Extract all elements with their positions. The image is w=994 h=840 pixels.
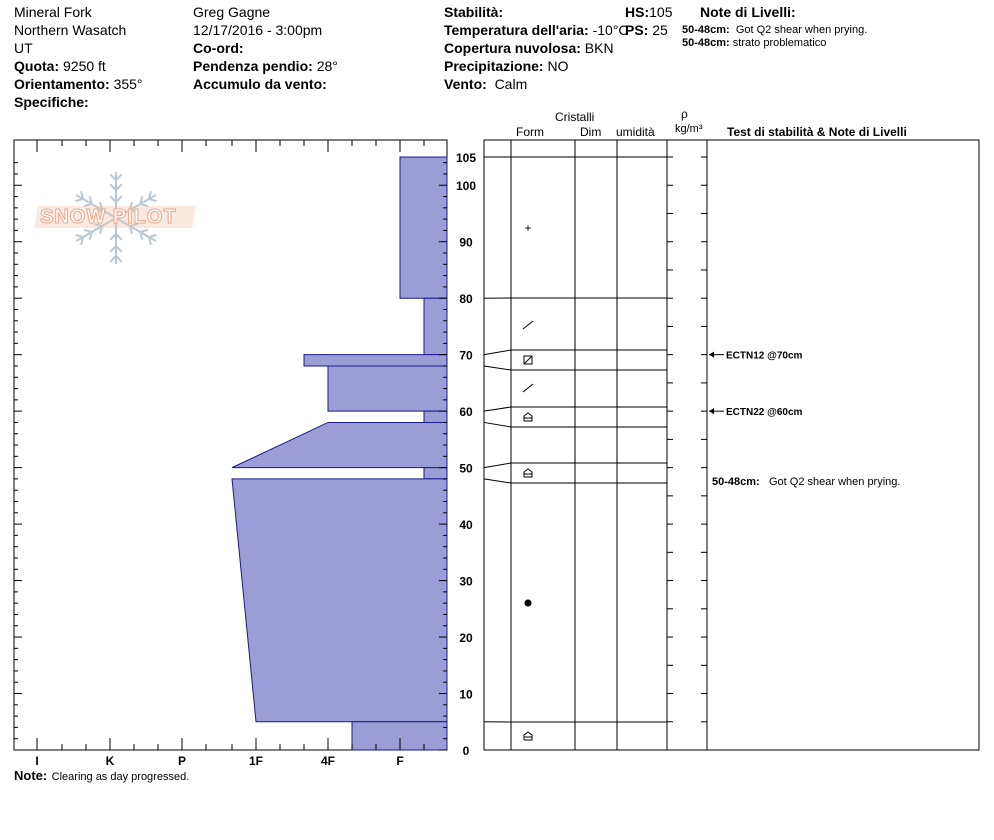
- air-temp-value: -10°C: [592, 22, 629, 38]
- elevation-label: Quota:: [14, 58, 60, 74]
- hardness-layer-4: [424, 411, 447, 422]
- depth-label: 40: [459, 518, 473, 533]
- layer-note-2-text: strato problematico: [732, 37, 827, 49]
- crystals-header: Cristalli: [555, 110, 595, 124]
- depth-label: 50: [459, 461, 473, 476]
- note-label: Note:: [14, 768, 48, 783]
- sky-label: Copertura nuvolosa:: [444, 40, 581, 56]
- depth-label: 70: [459, 348, 473, 363]
- hardness-label-1F: 1F: [248, 754, 264, 768]
- layer-note-1-label: 50-48cm:: [682, 24, 730, 36]
- data-table-frame: [484, 140, 979, 750]
- aspect-value: 355°: [113, 76, 143, 92]
- note-text: Clearing as day progressed.: [51, 771, 190, 783]
- stability-test-label: ECTN12 @70cm: [726, 350, 803, 362]
- layer-note-1-text: Got Q2 shear when prying.: [735, 24, 868, 36]
- depth-label: 80: [459, 292, 473, 307]
- wind-label: Vento:: [444, 76, 487, 92]
- density-unit-header: kg/m³: [675, 123, 703, 135]
- stability-label: Stabilità:: [444, 4, 504, 20]
- rho-header: ρ: [681, 107, 688, 121]
- aspect-label: Orientamento:: [14, 76, 110, 92]
- hardness-layer-6: [424, 468, 447, 479]
- slope-label: Pendenza pendio:: [193, 58, 313, 74]
- sky-value: BKN: [584, 40, 614, 56]
- layer-note-2-label: 50-48cm:: [682, 37, 730, 49]
- depth-label: 0: [462, 744, 470, 758]
- depth-label: 10: [459, 687, 473, 702]
- hardness-layer-0: [400, 157, 447, 298]
- coord-label: Co-ord:: [193, 40, 244, 56]
- ps-label: PS:: [625, 22, 649, 38]
- crystal-form-precip: +: [524, 221, 532, 235]
- depth-label: 90: [459, 235, 473, 250]
- air-temp-label: Temperatura dell'aria:: [444, 22, 589, 38]
- crystal-form-faceted-rounding-slash: [524, 356, 532, 364]
- depth-label: 105: [455, 151, 477, 165]
- stability-test-arrowhead: [709, 352, 714, 358]
- observer: Greg Gagne: [193, 4, 271, 20]
- elevation-value: 9250 ft: [63, 58, 106, 74]
- wind-loading-label: Accumulo da vento:: [193, 76, 327, 92]
- hardness-label-I: I: [35, 754, 39, 768]
- hardness-layer-2: [304, 355, 447, 366]
- stability-test-arrowhead: [709, 408, 714, 414]
- depth-label: 60: [459, 405, 473, 420]
- datetime: 12/17/2016 - 3:00pm: [193, 22, 323, 38]
- layer-notes-title: Note di Livelli:: [700, 4, 796, 20]
- form-header: Form: [516, 125, 544, 139]
- slope-value: 28°: [316, 58, 338, 74]
- table-note-text: Got Q2 shear when prying.: [769, 475, 901, 488]
- location: Mineral Fork: [14, 4, 92, 20]
- hs-label: HS:: [625, 4, 650, 20]
- hardness-layer-5: [232, 422, 447, 467]
- hardness-layer-1: [424, 298, 447, 354]
- hardness-layer-7: [232, 479, 447, 722]
- crystal-form-decomposing: [523, 321, 533, 329]
- precip-label: Precipitazione:: [444, 58, 544, 74]
- hardness-label-4F: 4F: [320, 754, 336, 768]
- mountain-range: Northern Wasatch: [14, 22, 127, 38]
- depth-label: 30: [459, 574, 473, 589]
- hardness-label-P: P: [177, 754, 187, 768]
- moisture-header: umidità: [616, 125, 655, 139]
- table-note-label: 50-48cm:: [712, 475, 760, 488]
- hardness-label-F: F: [396, 754, 404, 768]
- precip-value: NO: [547, 58, 569, 74]
- logo-text: SNOW PILOT: [40, 206, 177, 228]
- state: UT: [14, 40, 33, 56]
- hs-value: 105: [649, 4, 673, 20]
- specifics-label: Specifiche:: [14, 94, 89, 110]
- crystal-form-rounded: [525, 600, 532, 607]
- hardness-label-K: K: [105, 754, 115, 768]
- crystal-form-faceted: [524, 732, 532, 740]
- crystal-form-decomposing: [523, 384, 533, 392]
- stability-test-label: ECTN22 @60cm: [726, 407, 803, 419]
- wind-value: Calm: [494, 76, 528, 92]
- crystal-form-faceted: [524, 469, 532, 477]
- hardness-layer-3: [328, 366, 447, 411]
- crystal-form-faceted: [524, 413, 532, 421]
- ps-value: 25: [652, 22, 668, 38]
- depth-label: 20: [459, 631, 473, 646]
- dim-header: Dim: [580, 125, 602, 139]
- depth-label: 100: [455, 179, 477, 194]
- stability-tests-header: Test di stabilità & Note di Livelli: [727, 125, 907, 139]
